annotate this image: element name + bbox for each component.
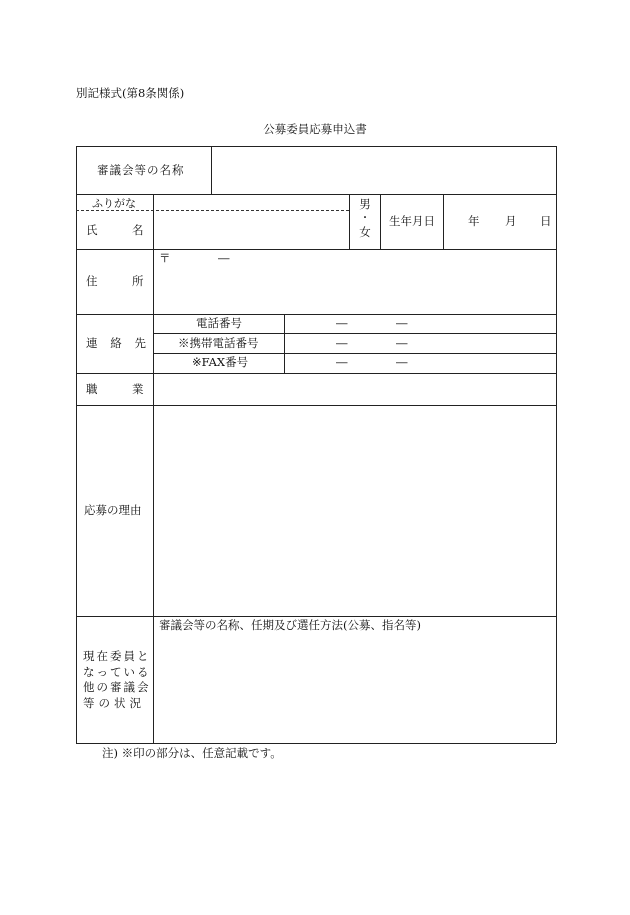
phone-field[interactable] [286,316,554,332]
mobile-dash: ― [396,336,408,350]
mobile-field[interactable] [286,335,554,352]
gender-male[interactable]: 男 [359,197,371,211]
contact-label-char: 絡 [110,336,122,350]
row-sep [76,405,556,406]
row-sep [76,314,556,315]
col-sep [284,314,285,373]
postal-dash: ― [218,251,230,265]
furigana-field[interactable] [155,196,347,209]
reason-field[interactable] [155,407,554,614]
phone-dash: ― [336,316,348,330]
contact-sep [153,333,556,334]
fax-label: ※FAX番号 [192,355,249,369]
row-sep [76,373,556,374]
col-sep [211,146,212,194]
gender-selector[interactable] [350,199,380,238]
row-sep [76,616,556,617]
address-label-1: 住 [86,274,98,288]
contact-label-char: 先 [134,336,146,350]
occupation-label-2: 業 [132,382,144,396]
table-border-top [76,146,556,147]
fax-dash: ― [336,355,348,369]
occupation-field[interactable] [155,375,554,404]
address-label-2: 所 [132,274,144,288]
occupation-label-1: 職 [86,382,98,396]
birth-month-label: 月 [505,214,517,228]
postal-mark: 〒 [159,251,171,265]
row-sep [76,249,556,250]
contact-label [86,338,146,350]
form-reference: 別記様式(第8条関係) [76,86,185,100]
birthdate-label: 生年月日 [389,214,435,228]
fax-dash: ― [396,355,408,369]
label-col-sep [153,194,154,743]
name-field[interactable] [155,212,347,247]
contact-sep [153,353,556,354]
birth-year-label: 年 [468,214,480,228]
current-status-header: 審議会等の名称、任期及び選任方法(公募、指名等) [159,618,421,632]
birth-day-label: 日 [540,214,552,228]
current-label-line: 他の審議会 [83,680,151,694]
phone-label: 電話番号 [196,316,242,330]
reason-label: 応募の理由 [84,503,142,517]
form-title: 公募委員応募申込書 [263,122,367,136]
current-label-line: 等の状況 [83,695,145,710]
council-name-label: 審議会等の名称 [97,163,185,177]
furigana-label: ふりがな [92,197,136,210]
gender-dot: ・ [360,212,370,224]
mobile-label: ※携帯電話番号 [178,336,259,350]
name-label-1: 氏 [86,223,98,237]
current-label-line: なっている [83,664,151,679]
current-status-label [83,649,151,710]
birthdate-field[interactable] [444,195,555,248]
council-name-field[interactable] [213,148,554,192]
fax-field[interactable] [286,355,554,372]
address-field[interactable] [155,251,554,312]
table-border-right [556,146,557,743]
furigana-sep [76,210,349,211]
gender-female[interactable]: 女 [359,224,371,239]
current-status-field[interactable] [155,636,554,741]
current-label-line: 現在委員と [83,649,151,663]
phone-dash: ― [396,316,408,330]
footnote: 注) ※印の部分は、任意記載です。 [102,746,282,760]
table-border-bottom [76,743,556,744]
contact-label-char: 連 [86,336,98,350]
mobile-dash: ― [336,336,348,350]
table-border-left [76,146,77,743]
name-label-2: 名 [132,223,144,237]
